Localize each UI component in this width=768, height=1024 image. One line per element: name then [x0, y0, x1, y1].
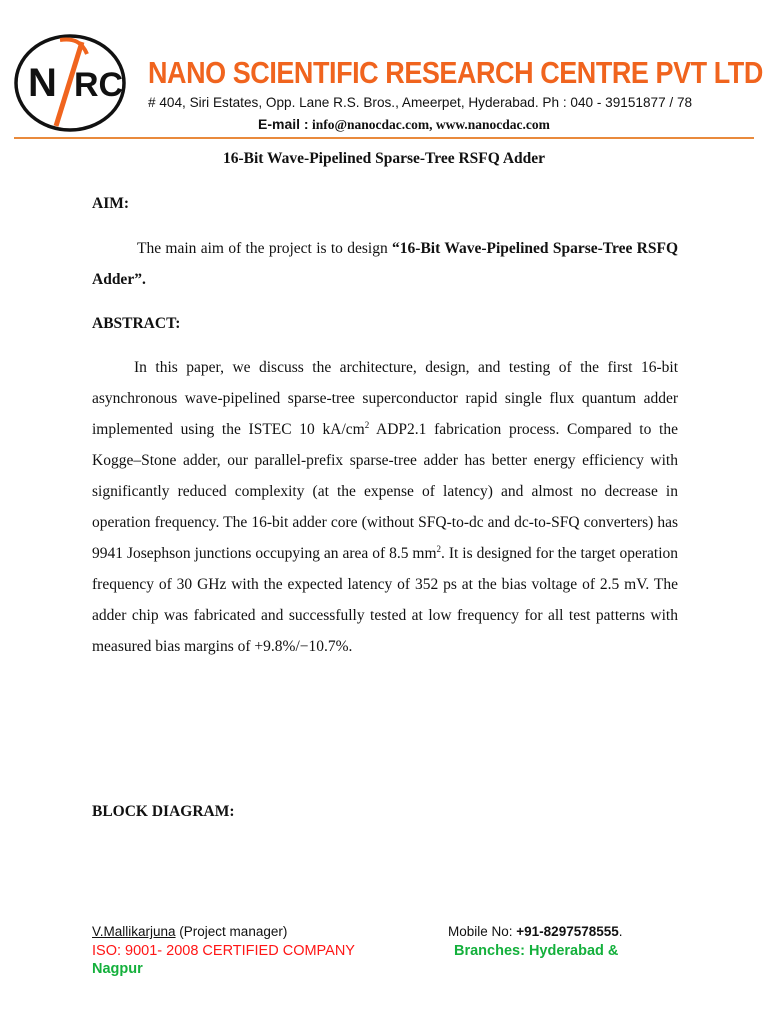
aim-text: The main aim of the project is to design — [137, 240, 393, 257]
mobile-contact — [448, 924, 623, 939]
company-logo — [12, 32, 140, 134]
aim-heading: AIM: — [92, 195, 130, 212]
branches-text: Branches: Hyderabad & — [454, 943, 619, 959]
letterhead — [0, 0, 768, 140]
email-value[interactable]: info@nanocdac.com, www.nanocdac.com — [311, 117, 550, 132]
aim-paragraph — [92, 233, 678, 295]
header-divider — [14, 137, 754, 139]
aim-project-name: “16-Bit Wave-Pipelined Sparse-Tree RSFQ Adder”. — [92, 240, 678, 288]
block-diagram-heading: BLOCK DIAGRAM: — [92, 803, 235, 820]
page-footer — [92, 924, 712, 979]
document-title: 16-Bit Wave-Pipelined Sparse-Tree RSFQ Adder — [222, 150, 546, 167]
email-label: E-mail : — [258, 116, 309, 132]
mobile-label: Mobile No: — [448, 924, 517, 939]
svg-text:N: N — [28, 61, 57, 105]
mobile-number[interactable]: +91-8297578555 — [516, 924, 619, 939]
abstract-heading: ABSTRACT: — [92, 315, 181, 332]
company-name: NANO SCIENTIFIC RESEARCH CENTRE PVT LTD — [148, 55, 763, 90]
abstract-text-1: In this paper, we discuss the architecture, design, and testing of the first 16-bit asynchronous wave-pipelined sparse-tree superconductor rapid single flux quantum adder implemented using the ISTEC 10 kA/cm — [92, 359, 678, 438]
manager-name: V.Mallikarjuna — [92, 924, 176, 939]
abstract-text-2: ADP2.1 fabrication process. Compared to the Kogge–Stone adder, our parallel-prefix sparse-tree adder has better energy efficiency with significantly reduced complexity (at the expense of latency) and almost no decrease in operation frequency. The 16-bit adder core (without SFQ-to-dc and dc-to-SFQ converters) has 9941 Josephson junctions occupying an area of 8.5 mm — [92, 421, 678, 562]
abstract-superscript-2: 2 — [436, 544, 442, 554]
company-address: # 404, Siri Estates, Opp. Lane R.S. Bros., Ameerpet, Hyderabad. Ph : 040 - 39151877 / 78 — [148, 95, 693, 110]
svg-text:RC: RC — [74, 66, 124, 104]
mobile-suffix: . — [618, 924, 623, 939]
abstract-text-3: . It is designed for the target operation frequency of 30 GHz with the expected latency of 352 ps at the bias voltage of 2.5 mV. The adder chip was fabricated and successfully tested at low frequency for all test patterns with measured bias margins of +9.8%/−10.7%. — [92, 545, 679, 655]
abstract-superscript-1: 2 — [364, 420, 370, 430]
contact-email-line — [258, 116, 550, 133]
branches-continued: Nagpur — [92, 961, 143, 977]
manager-role: (Project manager) — [175, 924, 288, 939]
iso-certification: ISO: 9001- 2008 CERTIFIED COMPANY — [92, 943, 355, 959]
abstract-paragraph — [92, 352, 678, 662]
